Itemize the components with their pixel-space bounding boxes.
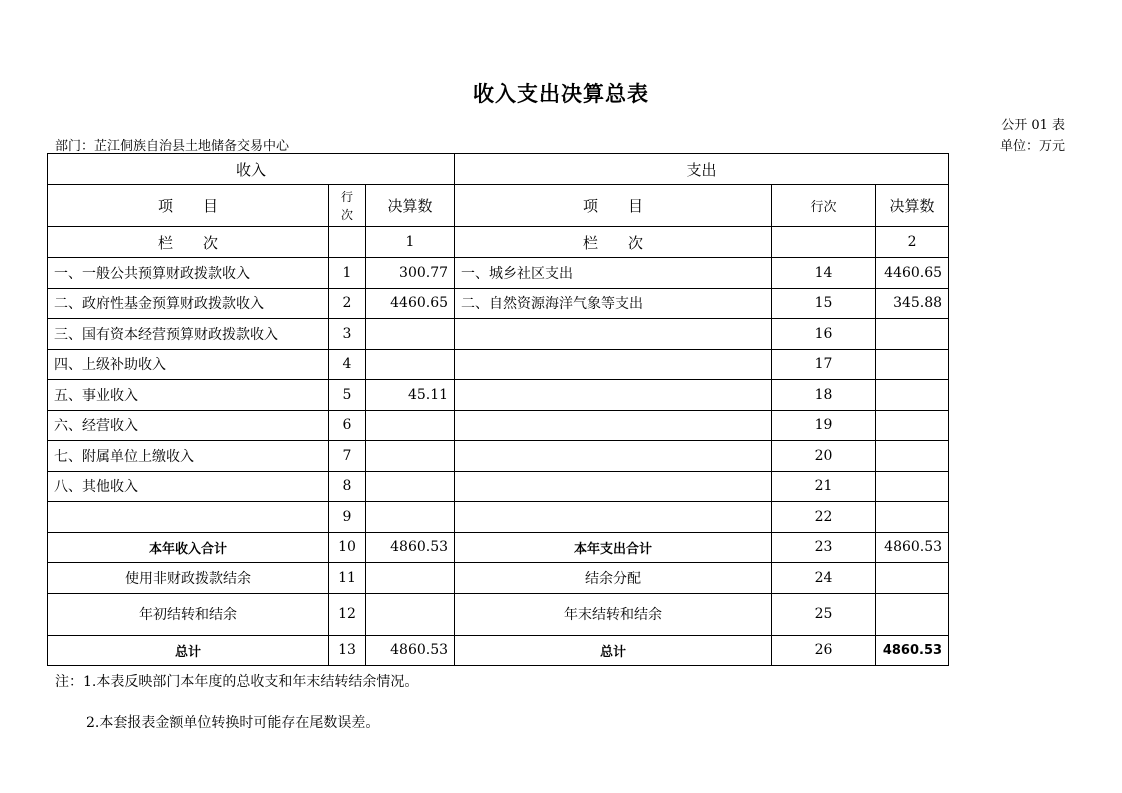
expense-item — [455, 380, 772, 411]
income-amount-header: 决算数 — [366, 185, 455, 227]
income-line-no: 7 — [329, 441, 366, 472]
expense-amount — [876, 380, 949, 411]
expense-amount — [876, 349, 949, 380]
income-item: 三、国有资本经营预算财政拨款收入 — [48, 319, 329, 350]
page-title: 收入支出决算总表 — [473, 82, 649, 106]
income-item: 二、政府性基金预算财政拨款收入 — [48, 288, 329, 319]
income-column-label: 栏 次 — [48, 227, 329, 258]
expense-subtotal-label: 本年支出合计 — [455, 532, 772, 562]
balance-row — [48, 593, 949, 635]
expense-column-index: 2 — [876, 227, 949, 258]
expense-amount — [876, 471, 949, 502]
budget-summary-table — [47, 153, 949, 666]
table-row — [48, 288, 949, 319]
income-section-header: 收入 — [48, 154, 455, 185]
expense-subtotal-amount: 4860.53 — [876, 532, 949, 562]
income-line-no: 3 — [329, 319, 366, 350]
income-line-no-header: 行 次 — [329, 185, 366, 227]
balance-row — [48, 562, 949, 593]
expense-line-no: 16 — [772, 319, 876, 350]
income-total-amount: 4860.53 — [366, 635, 455, 665]
income-line-no: 8 — [329, 471, 366, 502]
expense-amount: 4460.65 — [876, 258, 949, 289]
expense-total-no: 26 — [772, 635, 876, 665]
expense-line-no: 15 — [772, 288, 876, 319]
income-balance-no: 12 — [329, 593, 366, 635]
income-line-no: 2 — [329, 288, 366, 319]
expense-line-no: 17 — [772, 349, 876, 380]
expense-item — [455, 410, 772, 441]
expense-subtotal-no: 23 — [772, 532, 876, 562]
expense-balance-item: 年末结转和结余 — [455, 593, 772, 635]
expense-item — [455, 471, 772, 502]
note-2: 2.本套报表金额单位转换时可能存在尾数误差。 — [86, 715, 380, 731]
expense-section-header: 支出 — [455, 154, 949, 185]
expense-item-header: 项 目 — [455, 185, 772, 227]
income-item: 四、上级补助收入 — [48, 349, 329, 380]
expense-amount: 345.88 — [876, 288, 949, 319]
income-balance-item: 使用非财政拨款结余 — [48, 562, 329, 593]
total-row — [48, 635, 949, 665]
income-subtotal-label: 本年收入合计 — [48, 532, 329, 562]
column-index-row — [48, 227, 949, 258]
income-amount — [366, 349, 455, 380]
expense-item — [455, 502, 772, 533]
table-row — [48, 441, 949, 472]
expense-balance-no: 24 — [772, 562, 876, 593]
unit-label: 单位：万元 — [999, 139, 1065, 154]
expense-item: 二、自然资源海洋气象等支出 — [455, 288, 772, 319]
expense-balance-amount — [876, 562, 949, 593]
expense-total-amount: 4860.53 — [876, 635, 949, 665]
expense-item — [455, 441, 772, 472]
income-line-no: 5 — [329, 380, 366, 411]
expense-line-no: 14 — [772, 258, 876, 289]
income-item: 五、事业收入 — [48, 380, 329, 411]
income-amount — [366, 502, 455, 533]
empty-cell — [329, 227, 366, 258]
expense-amount — [876, 502, 949, 533]
income-item: 六、经营收入 — [48, 410, 329, 441]
income-line-no: 1 — [329, 258, 366, 289]
expense-line-no: 20 — [772, 441, 876, 472]
income-balance-no: 11 — [329, 562, 366, 593]
income-amount: 4460.65 — [366, 288, 455, 319]
table-row — [48, 319, 949, 350]
expense-amount — [876, 441, 949, 472]
expense-line-no: 18 — [772, 380, 876, 411]
expense-line-no: 22 — [772, 502, 876, 533]
income-amount — [366, 471, 455, 502]
expense-balance-amount — [876, 593, 949, 635]
expense-item: 一、城乡社区支出 — [455, 258, 772, 289]
table-row — [48, 410, 949, 441]
table-row — [48, 349, 949, 380]
expense-amount — [876, 410, 949, 441]
income-total-label: 总计 — [48, 635, 329, 665]
income-subtotal-amount: 4860.53 — [366, 532, 455, 562]
income-item: 一、一般公共预算财政拨款收入 — [48, 258, 329, 289]
empty-cell — [772, 227, 876, 258]
income-total-no: 13 — [329, 635, 366, 665]
expense-balance-no: 25 — [772, 593, 876, 635]
income-balance-amount — [366, 593, 455, 635]
income-balance-amount — [366, 562, 455, 593]
expense-line-no: 19 — [772, 410, 876, 441]
form-number: 公开 01 表 — [1001, 118, 1065, 133]
expense-amount — [876, 319, 949, 350]
expense-line-no: 21 — [772, 471, 876, 502]
income-item: 七、附属单位上缴收入 — [48, 441, 329, 472]
income-item-header: 项 目 — [48, 185, 329, 227]
table-row — [48, 471, 949, 502]
note-1: 注：1.本表反映部门本年度的总收支和年末结转结余情况。 — [55, 674, 419, 690]
table-row — [48, 380, 949, 411]
income-amount: 45.11 — [366, 380, 455, 411]
income-balance-item: 年初结转和结余 — [48, 593, 329, 635]
income-line-no: 6 — [329, 410, 366, 441]
expense-amount-header: 决算数 — [876, 185, 949, 227]
income-column-index: 1 — [366, 227, 455, 258]
income-line-no: 9 — [329, 502, 366, 533]
expense-item — [455, 319, 772, 350]
income-item: 八、其他收入 — [48, 471, 329, 502]
income-item — [48, 502, 329, 533]
expense-column-label: 栏 次 — [455, 227, 772, 258]
department-label: 部门：芷江侗族自治县土地储备交易中心 — [55, 139, 290, 154]
income-amount — [366, 441, 455, 472]
expense-item — [455, 349, 772, 380]
income-line-no: 4 — [329, 349, 366, 380]
expense-balance-item: 结余分配 — [455, 562, 772, 593]
expense-line-no-header: 行次 — [772, 185, 876, 227]
column-header-row — [48, 185, 949, 227]
income-amount: 300.77 — [366, 258, 455, 289]
section-header-row — [48, 154, 949, 185]
income-amount — [366, 319, 455, 350]
table-row — [48, 258, 949, 289]
table-row — [48, 502, 949, 533]
income-amount — [366, 410, 455, 441]
expense-total-label: 总计 — [455, 635, 772, 665]
income-subtotal-no: 10 — [329, 532, 366, 562]
subtotal-row — [48, 532, 949, 562]
